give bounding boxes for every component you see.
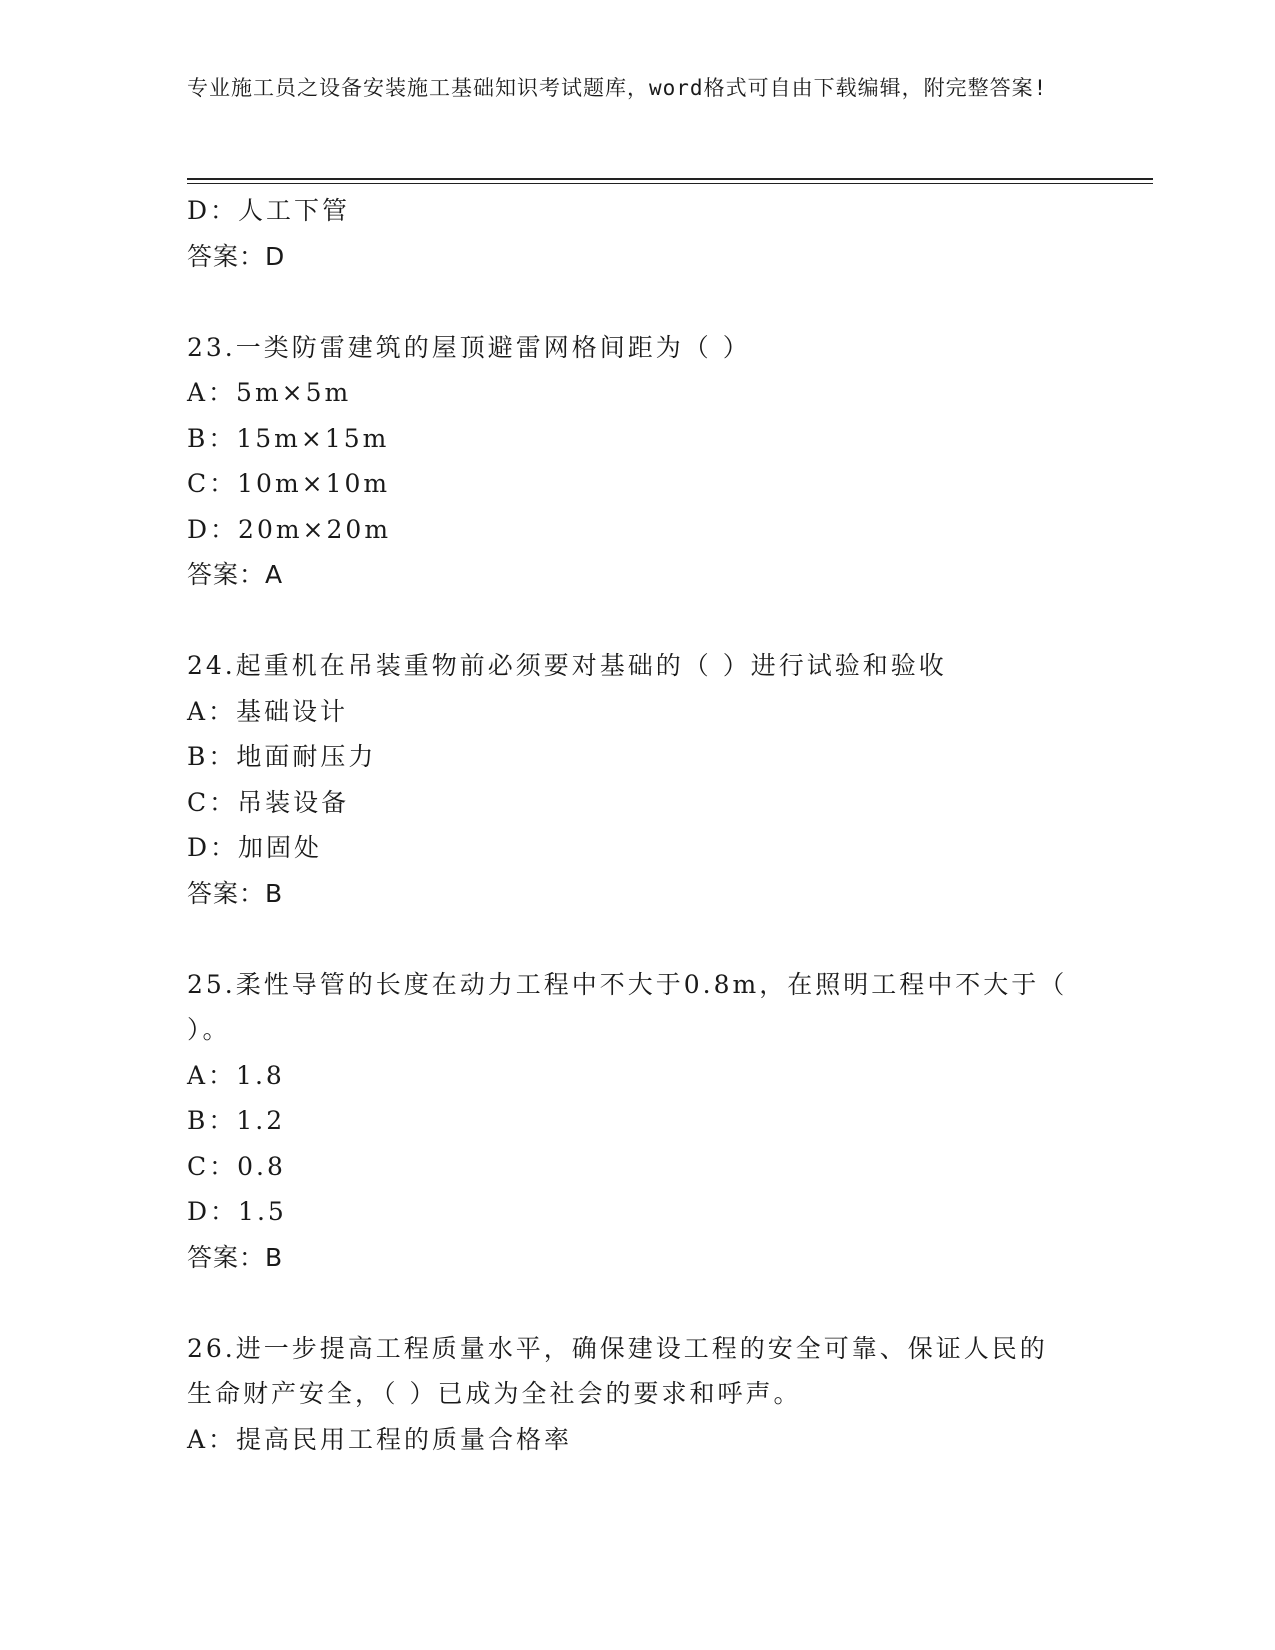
- q25-option-d: D：1.5: [187, 1197, 287, 1226]
- q23-question: 23.一类防雷建筑的屋顶避雷网格间距为（ ）: [187, 332, 751, 362]
- q25-option-c: C：0.8: [187, 1151, 286, 1181]
- q23-option-c: C：10m×10m: [187, 469, 391, 498]
- q26-option-a: A：提高民用工程的质量合格率: [187, 1424, 573, 1454]
- prev-answer: 答案：D: [187, 241, 286, 271]
- q23-answer: 答案：A: [187, 560, 284, 589]
- q24-option-a: A：基础设计: [187, 696, 349, 726]
- q26-question-line2: 生命财产安全，（ ）已成为全社会的要求和呼声。: [187, 1379, 802, 1408]
- q25-question-line1: 25.柔性导管的长度在动力工程中不大于0.8m，在照明工程中不大于（: [187, 969, 1068, 999]
- q25-option-a: A：1.8: [187, 1060, 285, 1090]
- q25-answer: 答案：B: [187, 1242, 284, 1272]
- header-rule-thick: [187, 178, 1153, 180]
- q24-answer: 答案：B: [187, 878, 284, 908]
- q23-option-a: A：5m×5m: [187, 378, 352, 407]
- q23-option-d: D：20m×20m: [187, 514, 392, 544]
- q24-question: 24.起重机在吊装重物前必须要对基础的（ ）进行试验和验收: [187, 651, 947, 680]
- q24-option-c: C：吊装设备: [187, 787, 350, 817]
- q24-option-b: B：地面耐压力: [187, 742, 377, 771]
- question-content: [187, 188, 1087, 1462]
- document-header: 专业施工员之设备安装施工基础知识考试题库，word格式可自由下载编辑，附完整答案!: [187, 76, 1048, 100]
- q23-option-b: B：15m×15m: [187, 423, 390, 453]
- q25-option-b: B：1.2: [187, 1106, 286, 1135]
- q25-question-line2: ）。: [187, 1015, 231, 1044]
- prev-option-d: D：人工下管: [187, 196, 351, 225]
- header-rule-thin: [187, 183, 1153, 184]
- q26-question-line1: 26.进一步提高工程质量水平，确保建设工程的安全可靠、保证人民的: [187, 1333, 1048, 1363]
- q24-option-d: D：加固处: [187, 833, 323, 862]
